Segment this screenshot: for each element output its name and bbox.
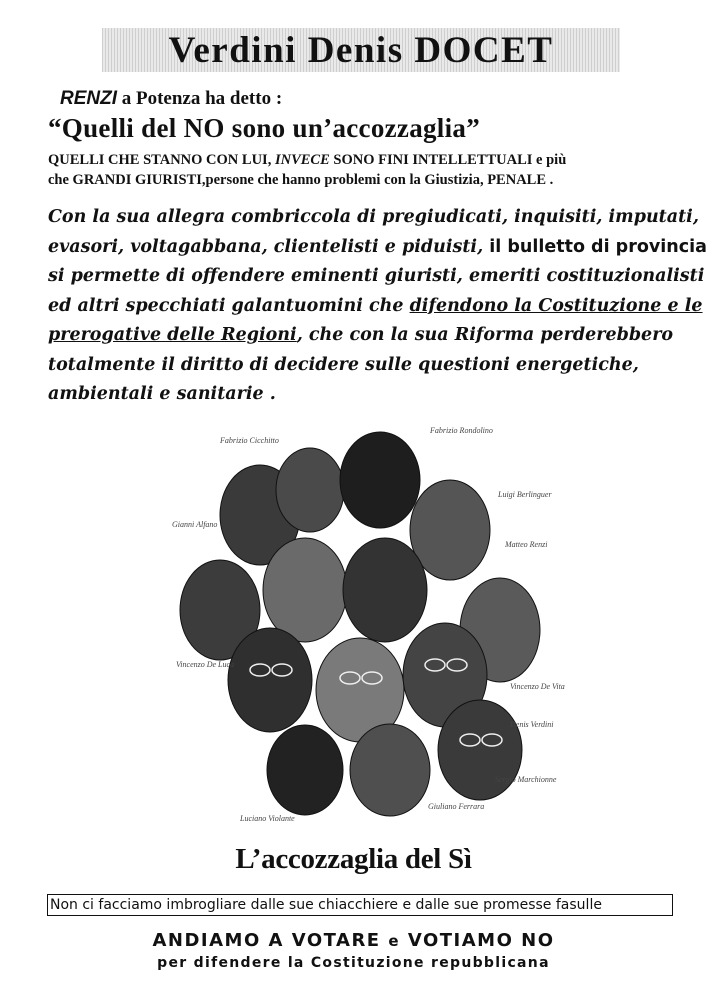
script-text: evasori, voltagabbana, clientelisti e piduisti, bbox=[48, 236, 490, 257]
bulletto-phrase: il bulletto di provincia bbox=[489, 236, 707, 257]
script-text: , che con la sua Riforma perderebbero bbox=[296, 325, 674, 345]
collage-name: Sergio Marchionne bbox=[495, 775, 557, 784]
collage-name: Gianni Alfano bbox=[172, 520, 218, 529]
caps-line-2: che GRANDI GIURISTI,persone che hanno problemi con la Giustizia, PENALE . bbox=[48, 172, 554, 188]
caps-text: QUELLI CHE STANNO CON LUI, bbox=[48, 152, 275, 168]
caps-line-1 bbox=[48, 150, 688, 170]
vote-text: VOTIAMO bbox=[400, 930, 522, 951]
collage-name: Matteo Renzi bbox=[505, 540, 548, 549]
intro-line bbox=[60, 88, 282, 110]
vote-slogan bbox=[0, 930, 707, 951]
script-line-4 bbox=[48, 292, 703, 322]
caps-invece: INVECE bbox=[274, 152, 330, 168]
script-text: ed altri specchiati galantuomini che bbox=[48, 295, 410, 316]
collage-name: Denis Verdini bbox=[510, 720, 554, 729]
collage-name: Vincenzo De Luca bbox=[176, 660, 235, 669]
collage-name: Luigi Berlinguer bbox=[498, 490, 552, 499]
caps-text: SONO FINI INTELLETTUALI e più bbox=[329, 152, 567, 168]
vote-no: NO bbox=[521, 930, 555, 951]
script-line-6: totalmente il diritto di decidere sulle questioni energetiche, bbox=[48, 354, 639, 375]
caps-paragraph bbox=[48, 150, 688, 190]
script-line-3: si permette di offendere eminenti giuristi, emeriti costituzionalisti bbox=[48, 266, 705, 286]
boxed-note: Non ci facciamo imbrogliare dalle sue chiacchiere e dalle sue promesse fasulle bbox=[47, 894, 673, 916]
collage-caption: L’accozzaglia del Sì bbox=[235, 843, 472, 875]
collage-name: Fabrizio Cicchitto bbox=[220, 436, 279, 445]
collage-name: Luciano Violante bbox=[240, 814, 295, 823]
underlined-phrase: prerogative delle Regioni bbox=[48, 325, 297, 345]
page-title: Verdini Denis DOCET bbox=[168, 29, 554, 71]
script-paragraph bbox=[48, 203, 707, 410]
defend-slogan: per difendere la Costituzione repubblicana bbox=[157, 955, 550, 971]
renzi-quote: “Quelli del NO sono un’accozzaglia” bbox=[48, 113, 480, 143]
renzi-name: RENZI bbox=[60, 88, 117, 109]
script-line-1: Con la sua allegra combriccola di pregiudicati, inquisiti, imputati, bbox=[48, 207, 699, 227]
script-line-7: ambientali e sanitarie . bbox=[48, 384, 276, 404]
vote-text: ANDIAMO A VOTARE bbox=[152, 930, 389, 951]
politicians-collage bbox=[160, 420, 565, 840]
vote-text: e bbox=[388, 932, 401, 950]
collage-name: Vincenzo De Vita bbox=[510, 682, 565, 691]
collage-name: Giuliano Ferrara bbox=[428, 802, 485, 811]
collage-name: Fabrizio Rondolino bbox=[430, 426, 493, 435]
script-line-2 bbox=[48, 233, 707, 263]
script-line-5 bbox=[48, 321, 688, 351]
intro-said: a Potenza ha detto : bbox=[117, 88, 283, 109]
title-banner bbox=[102, 28, 620, 72]
underlined-phrase: difendono la Costituzione e le bbox=[409, 295, 703, 316]
